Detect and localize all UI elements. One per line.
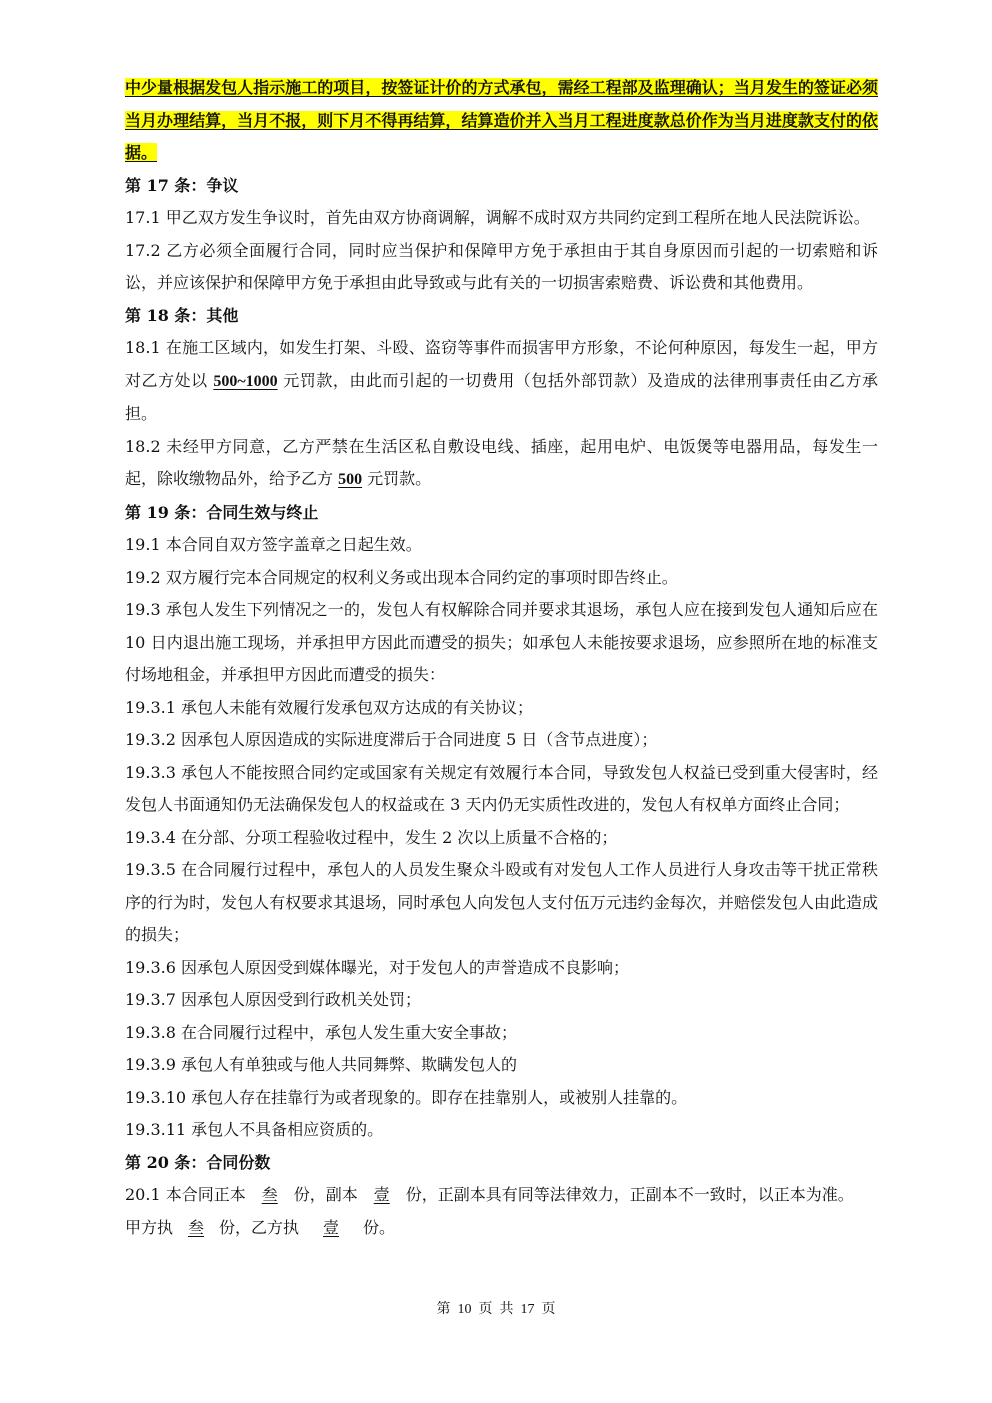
clause-17-2: 17.2 乙方必须全面履行合同，同时应当保护和保障甲方免于承担由于其自身原因而引起的一切索赔和诉讼，并应该保护和保障甲方免于承担由此导致或与此有关的一切损害索赔费、诉讼费和其他费用。 [125,240,878,292]
article-20-heading: 第 20 条：合同份数 [125,1152,271,1172]
clause-19-3-2: 19.3.2 因承包人原因造成的实际进度滞后于合同进度 5 日（含节点进度）； [125,730,658,749]
clause-18-2 [125,431,878,497]
fine-amount: 500~1000 [213,372,278,390]
party-b-count-blank: 壹 [323,1217,340,1237]
clause-18-1 [125,332,878,431]
clause-19-3-3: 19.3.3 承包人不能按照合同约定或国家有关规定有效履行本合同，导致发包人权益已受到重大侵害时，经发包人书面通知仍无法确保发包人的权益或在 3 天内仍无实质性改进的，发包人有权单方面终止合同； [125,762,878,814]
clause-19-3-7: 19.3.7 因承包人原因受到行政机关处罚； [125,990,421,1009]
article-18-heading: 第 18 条：其他 [125,305,239,325]
clause-19-3-1: 19.3.1 承包人未能有效履行发承包双方达成的有关协议； [125,697,533,717]
clause-19-1: 19.1 本合同自双方签字盖章之日起生效。 [125,535,422,554]
clause-19-2: 19.2 双方履行完本合同规定的权利义务或出现本合同约定的事项时即告终止。 [125,567,678,587]
clause-19-3-8: 19.3.8 在合同履行过程中，承包人发生重大安全事故； [125,1022,517,1042]
clause-19-3-4: 19.3.4 在分部、分项工程验收过程中，发生 2 次以上质量不合格的； [125,827,618,847]
clause-18-1-text-b: 元罚款，由此而引起的一切费用（包括外部罚款）及造成的法律刑事责任由乙方承担。 [125,370,878,423]
clause-19-3-6: 19.3.6 因承包人原因受到媒体曝光，对于发包人的声誉造成不良影响； [125,957,629,977]
copy-count-blank: 壹 [373,1185,390,1204]
original-count-blank: 叁 [261,1185,278,1204]
clause-18-2-text-b: 元罚款。 [362,469,432,488]
clause-18-2-text-a: 18.2 未经甲方同意，乙方严禁在生活区私自敷设电线、插座，起用电炉、电饭煲等电器用品，每发生一起，除收缴物品外，给予乙方 [125,436,878,488]
clause-18-1-text-a: 18.1 在施工区域内，如发生打架、斗殴、盗窃等事件而损害甲方形象，不论何种原因，每发生一起，甲方对乙方处以 [125,338,878,390]
article-17-heading: 第 17 条：争议 [125,175,239,195]
clause-20-1 [125,1179,878,1212]
clause-19-3: 19.3 承包人发生下列情况之一的，发包人有权解除合同并要求其退场，承包人应在接到发包人通知后应在 10 日内退出施工现场，并承担甲方因此而遭受的损失；如承包人未能按要求退场，应参照所在地的标准支付场地租金，并承担甲方因此而遭受的损失： [125,600,878,684]
page-number-footer: 第 10 页 共 17 页 [436,1302,556,1317]
clause-20-1-text-c: 份，正副本具有同等法律效力，正副本不一致时，以正本为准。 [405,1185,854,1204]
clause-19-3-5: 19.3.5 在合同履行过程中，承包人的人员发生聚众斗殴或有对发包人工作人员进行人身攻击等干扰正常秩序的行为时，发包人有权要求其退场，同时承包人向发包人支付伍万元违约金每次，并赔偿发包人由此造成的损失； [125,860,878,944]
clause-20-2-text-a: 甲方执 [125,1217,174,1237]
clause-19-3-11: 19.3.11 承包人不具备相应资质的。 [125,1120,384,1139]
article-19-heading: 第 19 条：合同生效与终止 [125,502,319,522]
highlighted-text: 中少量根据发包人指示施工的项目，按签证计价的方式承包，需经工程部及监理确认；当月发生的签证必须当月办理结算，当月不报，则下月不得再结算，结算造价并入当月工程进度款总价作为当月进度款支付的依据。 [125,78,878,162]
clause-19-3-9: 19.3.9 承包人有单独或与他人共同舞弊、欺瞒发包人的 [125,1055,517,1074]
clause-20-2 [125,1212,878,1245]
clause-20-2-text-c: 份。 [363,1217,396,1237]
fine-amount: 500 [338,471,363,488]
clause-19-3-10: 19.3.10 承包人存在挂靠行为或者现象的。即存在挂靠别人，或被别人挂靠的。 [125,1087,688,1107]
clause-20-1-text-a: 20.1 本合同正本 [125,1185,246,1204]
intro-paragraph [125,72,878,170]
clause-17-1: 17.1 甲乙双方发生争议时，首先由双方协商调解，调解不成时双方共同约定到工程所在地人民法院诉讼。 [125,208,870,227]
clause-20-2-text-b: 份，乙方执 [219,1217,300,1237]
clause-20-1-text-b: 份，副本 [293,1185,358,1204]
party-a-count-blank: 叁 [188,1217,205,1237]
